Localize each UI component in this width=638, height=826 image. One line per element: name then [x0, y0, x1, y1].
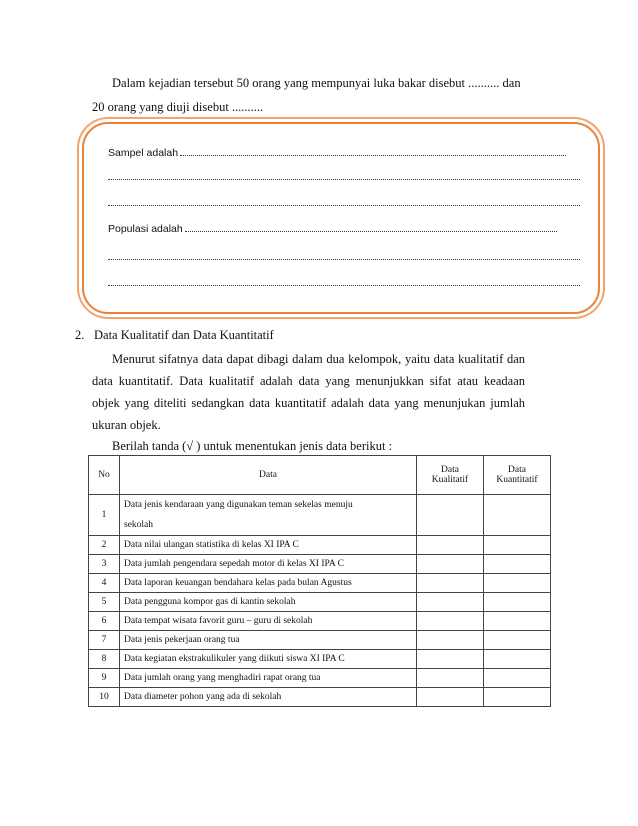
sampel-label: Sampel adalah	[108, 147, 179, 159]
section-paragraph-line: objek yang diteliti sedangkan data kuantitatif adalah data yang menunjukan jumlah	[92, 396, 525, 410]
kuantitatif-check-cell[interactable]	[484, 574, 551, 593]
section-paragraph-line: ukuran objek.	[92, 418, 161, 432]
row-data: Data tempat wisata favorit guru – guru di sekolah	[120, 612, 417, 631]
data-classification-table	[88, 455, 551, 707]
instruction: Berilah tanda (√ ) untuk menentukan jenis data berikut :	[112, 439, 393, 453]
row-data: Data kegiatan ekstrakulikuler yang diikuti siswa XI IPA C	[120, 650, 417, 669]
row-data: Data nilai ulangan statistika di kelas XI IPA C	[120, 536, 417, 555]
row-data: Data laporan keuangan bendahara kelas pada bulan Agustus	[120, 574, 417, 593]
intro-line-1: Dalam kejadian tersebut 50 orang yang mempunyai luka bakar disebut .......... dan	[112, 76, 521, 90]
row-number: 8	[89, 650, 120, 669]
row-number: 10	[89, 688, 120, 707]
answer-box	[82, 122, 600, 314]
section-title: Data Kualitatif dan Data Kuantitatif	[94, 328, 274, 342]
section-number: 2.	[75, 328, 85, 342]
header-kualitatif-line-2: Kualitatif	[431, 475, 469, 485]
row-number: 3	[89, 555, 120, 574]
header-kuantitatif-line-2: Kuantitatif	[496, 475, 538, 485]
table-row	[89, 688, 551, 707]
header-kuantitatif	[484, 456, 551, 495]
row-number: 1	[89, 495, 120, 536]
kuantitatif-check-cell[interactable]	[484, 612, 551, 631]
kualitatif-check-cell[interactable]	[417, 631, 484, 650]
kualitatif-check-cell[interactable]	[417, 612, 484, 631]
row-number: 9	[89, 669, 120, 688]
row-data-line-1: Data jenis kendaraan yang digunakan teman sekelas menuju	[124, 500, 353, 510]
row-data	[120, 495, 417, 536]
row-data: Data jumlah pengendara sepedah motor di kelas XI IPA C	[120, 555, 417, 574]
row-number: 7	[89, 631, 120, 650]
row-number: 6	[89, 612, 120, 631]
intro-line-2: 20 orang yang diuji disebut ..........	[92, 100, 264, 114]
kuantitatif-check-cell[interactable]	[484, 669, 551, 688]
table-row	[89, 574, 551, 593]
answer-blank-line[interactable]	[108, 276, 582, 290]
section-paragraph-line: data kuantitatif. Data kualitatif adalah data yang menunjukkan sifat atau keadaan	[92, 374, 525, 388]
header-kuantitatif-line-1: Data	[508, 465, 526, 475]
header-no: No	[89, 456, 120, 495]
row-data-line-2: sekolah	[124, 520, 154, 530]
table-row	[89, 612, 551, 631]
answer-blank-line[interactable]	[108, 250, 582, 264]
table-row	[89, 650, 551, 669]
kuantitatif-check-cell[interactable]	[484, 688, 551, 707]
kualitatif-check-cell[interactable]	[417, 555, 484, 574]
kualitatif-check-cell[interactable]	[417, 669, 484, 688]
row-number: 2	[89, 536, 120, 555]
sampel-answer-line[interactable]	[108, 146, 582, 160]
table-row	[89, 669, 551, 688]
kuantitatif-check-cell[interactable]	[484, 650, 551, 669]
table-row	[89, 555, 551, 574]
table-row	[89, 495, 551, 536]
kualitatif-check-cell[interactable]	[417, 593, 484, 612]
table-header-row	[89, 456, 551, 495]
sampel-blank[interactable]	[180, 146, 566, 156]
table-row	[89, 536, 551, 555]
table-row	[89, 593, 551, 612]
row-data: Data pengguna kompor gas di kantin sekolah	[120, 593, 417, 612]
populasi-label: Populasi adalah	[108, 223, 183, 235]
answer-blank-line[interactable]	[108, 196, 582, 210]
kualitatif-check-cell[interactable]	[417, 574, 484, 593]
kuantitatif-check-cell[interactable]	[484, 593, 551, 612]
kuantitatif-check-cell[interactable]	[484, 536, 551, 555]
kuantitatif-check-cell[interactable]	[484, 631, 551, 650]
row-number: 4	[89, 574, 120, 593]
header-kualitatif	[417, 456, 484, 495]
kualitatif-check-cell[interactable]	[417, 536, 484, 555]
row-data: Data jumlah orang yang menghadiri rapat orang tua	[120, 669, 417, 688]
populasi-blank[interactable]	[185, 222, 557, 232]
row-number: 5	[89, 593, 120, 612]
kuantitatif-check-cell[interactable]	[484, 495, 551, 536]
header-data: Data	[120, 456, 417, 495]
answer-blank-line[interactable]	[108, 170, 582, 184]
kuantitatif-check-cell[interactable]	[484, 555, 551, 574]
row-data: Data jenis pekerjaan orang tua	[120, 631, 417, 650]
row-data: Data diameter pohon yang ada di sekolah	[120, 688, 417, 707]
table-row	[89, 631, 551, 650]
populasi-answer-line[interactable]	[108, 222, 582, 236]
header-kualitatif-line-1: Data	[441, 465, 459, 475]
kualitatif-check-cell[interactable]	[417, 650, 484, 669]
kualitatif-check-cell[interactable]	[417, 495, 484, 536]
kualitatif-check-cell[interactable]	[417, 688, 484, 707]
section-paragraph-line: Menurut sifatnya data dapat dibagi dalam dua kelompok, yaitu data kualitatif dan	[112, 352, 525, 366]
